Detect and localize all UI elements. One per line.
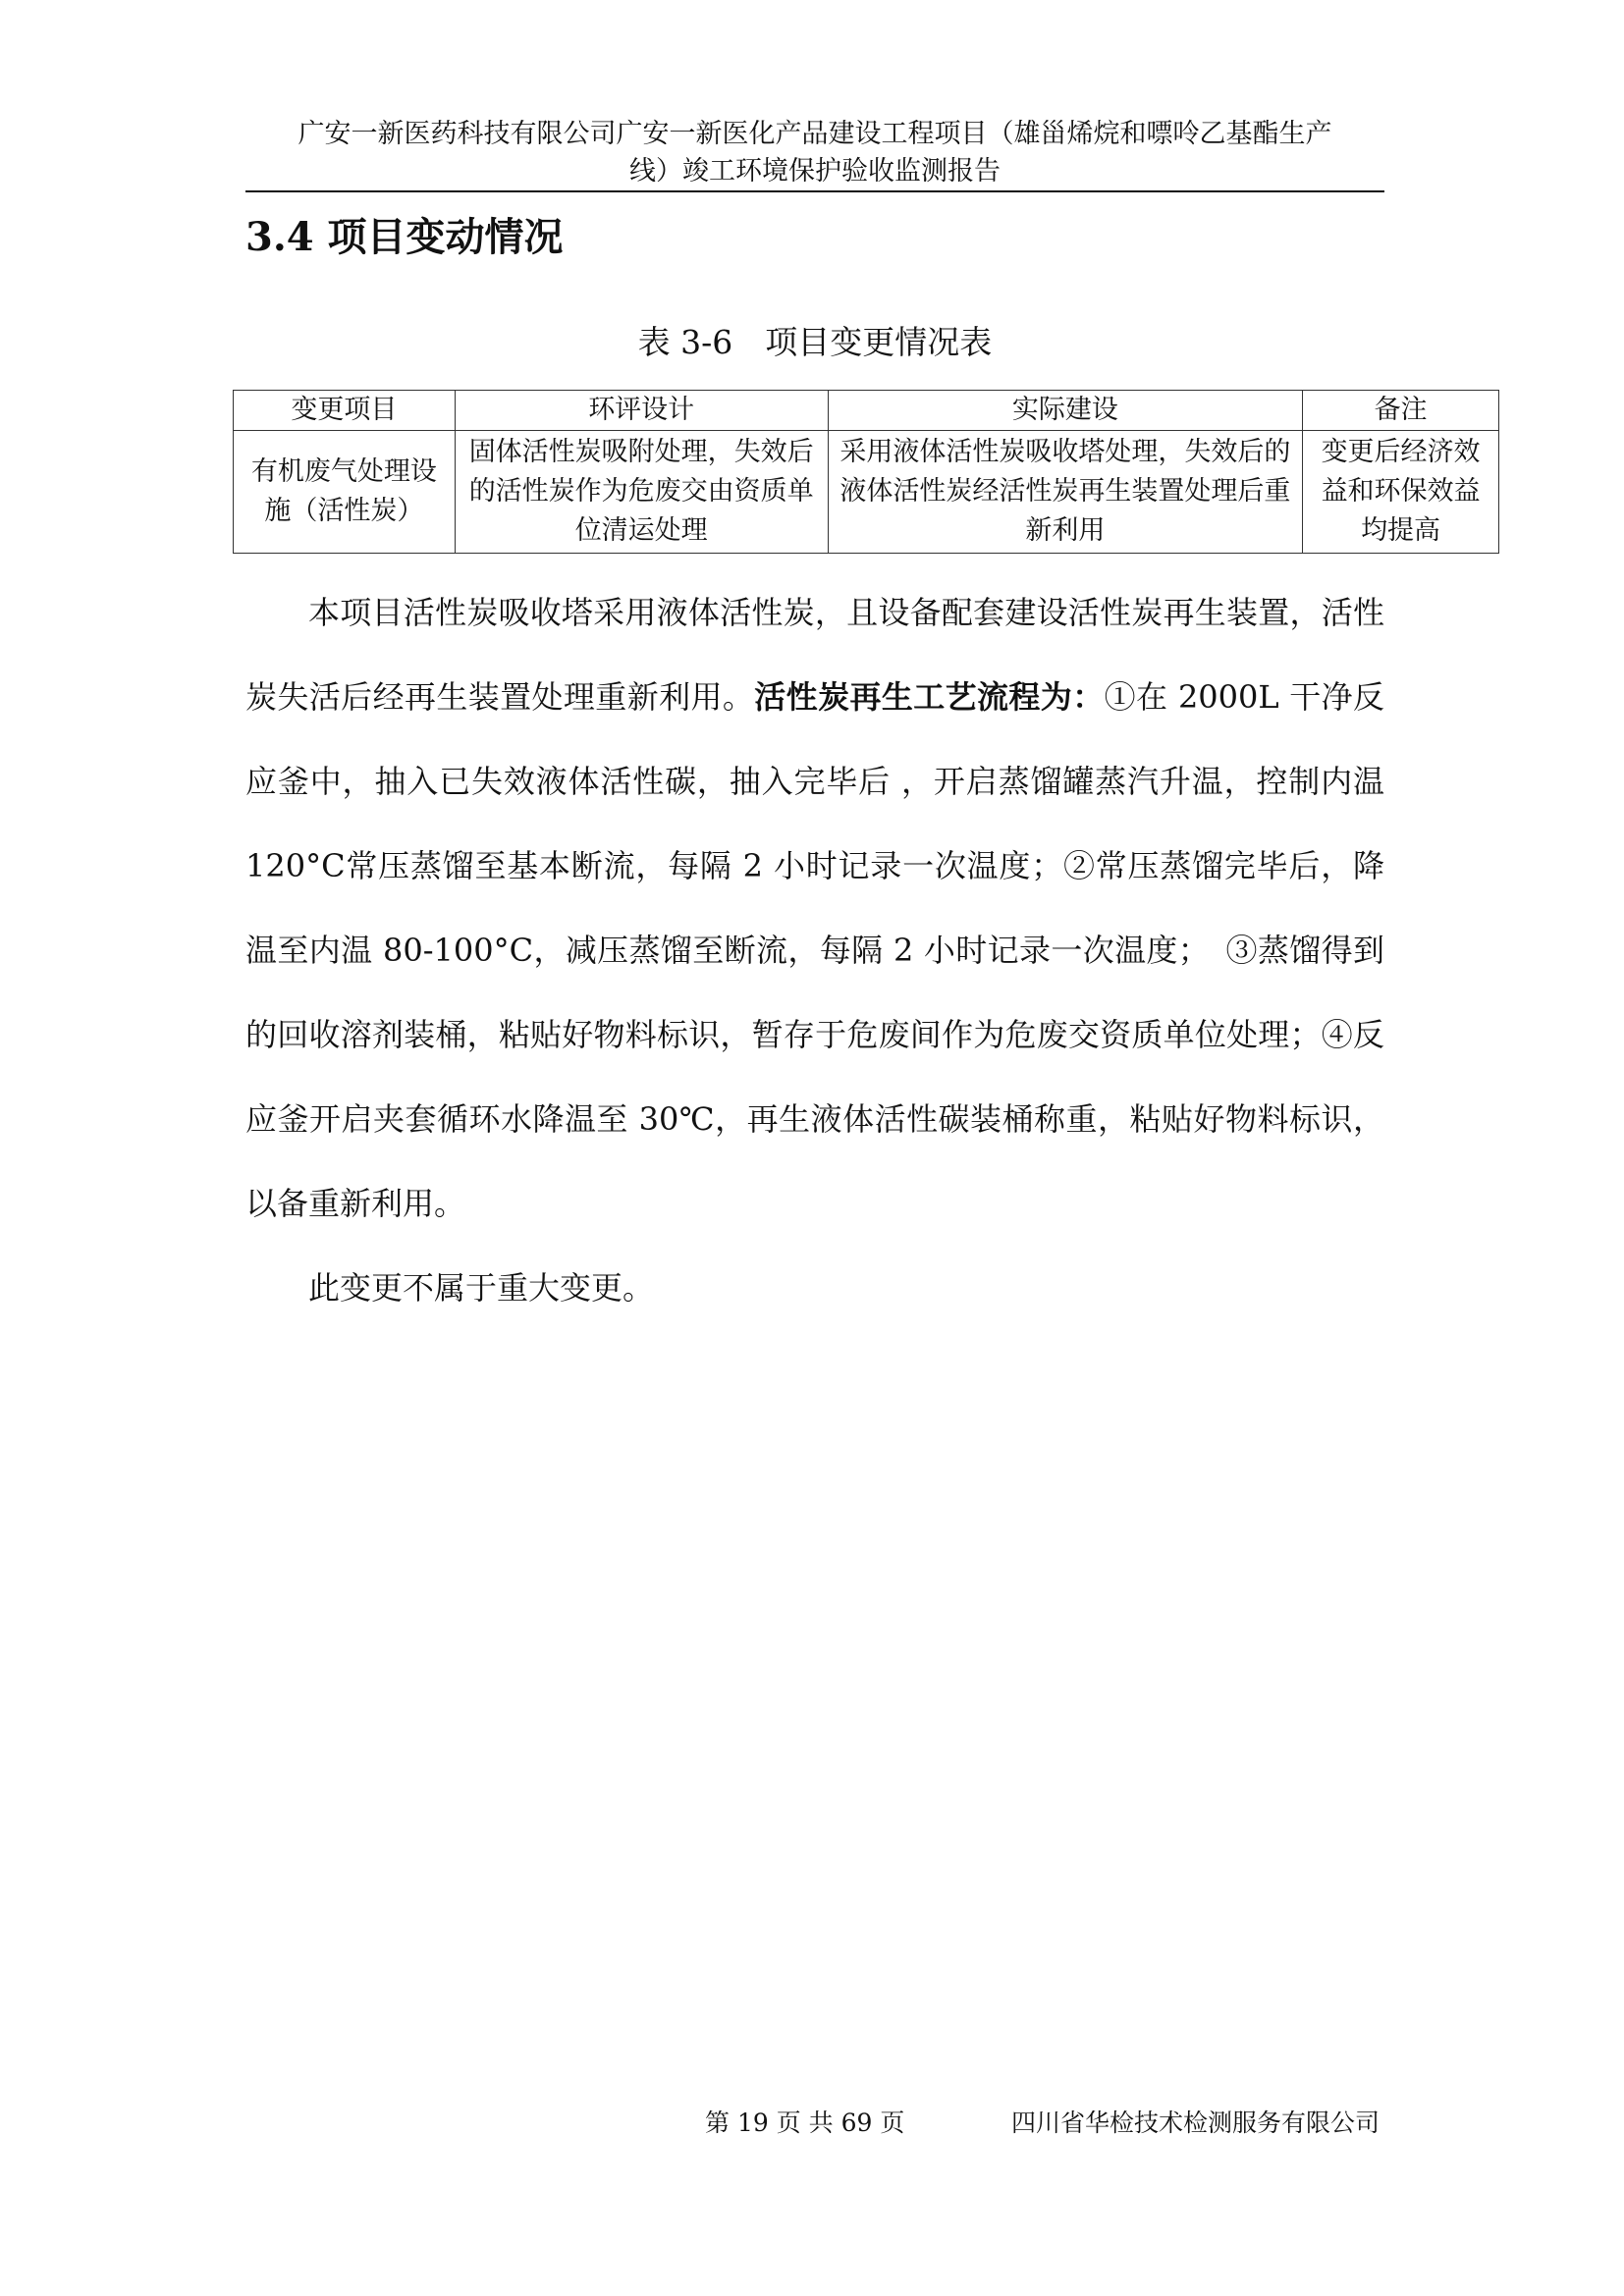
cell-note: 变更后经济效益和环保效益均提高	[1303, 431, 1499, 554]
process-heading: 活性炭再生工艺流程为：	[754, 678, 1105, 716]
process-steps: ①在 2000L 干净反应釜中，抽入已失效液体活性碳，抽入完毕后 ，开启蒸馏罐蒸汽升温，控制内温 120°C常压蒸馏至基本断流，每隔 2 小时记录一次温度；②常压蒸馏完毕后，降温至内温 80-100°C，减压蒸馏至断流，每隔 2 小时记录一次温度； ③蒸馏得到的回收溶剂装桶，粘贴好物料标识，暂存于危废间作为危废交资质单位处理；④反应釜开启夹套循环水降温至 30℃，再生液体活性碳装桶称重，粘贴好物料标识，以备重新利用。	[245, 678, 1384, 1222]
header-line-1: 广安一新医药科技有限公司广安一新医化产品建设工程项目（雄甾烯烷和嘌呤乙基酯生产	[298, 119, 1332, 149]
cell-eia-design: 固体活性炭吸附处理，失效后的活性炭作为危废交由资质单位清运处理	[455, 431, 828, 554]
table-row	[234, 431, 1499, 554]
footer-company: 四川省华检技术检测服务有限公司	[1011, 2109, 1380, 2137]
body-text	[245, 570, 1384, 1330]
header-cell-eia-design: 环评设计	[455, 391, 828, 431]
paragraph-conclusion: 此变更不属于重大变更。	[308, 1269, 655, 1307]
cell-actual: 采用液体活性炭吸收塔处理，失效后的液体活性炭经活性炭再生装置处理后重新利用	[828, 431, 1303, 554]
table-header-row	[234, 391, 1499, 431]
paragraph-intro: 本项目活性炭吸收塔采用液体活性炭，且设备配套建设活性炭再生装置，活性炭失活后经再生装置处理重新利用。	[245, 594, 1384, 716]
section-title: 3.4 项目变动情况	[245, 214, 564, 260]
header-cell-note: 备注	[1303, 391, 1499, 431]
header-cell-item: 变更项目	[234, 391, 456, 431]
paragraph-regeneration	[245, 570, 1384, 1246]
page-number: 第 19 页 共 69 页	[705, 2109, 905, 2137]
cell-item: 有机废气处理设施（活性炭）	[234, 431, 456, 554]
header-cell-actual: 实际建设	[828, 391, 1303, 431]
table-caption: 表 3-6 项目变更情况表	[637, 323, 993, 361]
change-table	[233, 390, 1499, 554]
header-rule	[245, 190, 1384, 192]
header-line-2: 线）竣工环境保护验收监测报告	[629, 156, 1001, 187]
page-header	[245, 116, 1384, 190]
